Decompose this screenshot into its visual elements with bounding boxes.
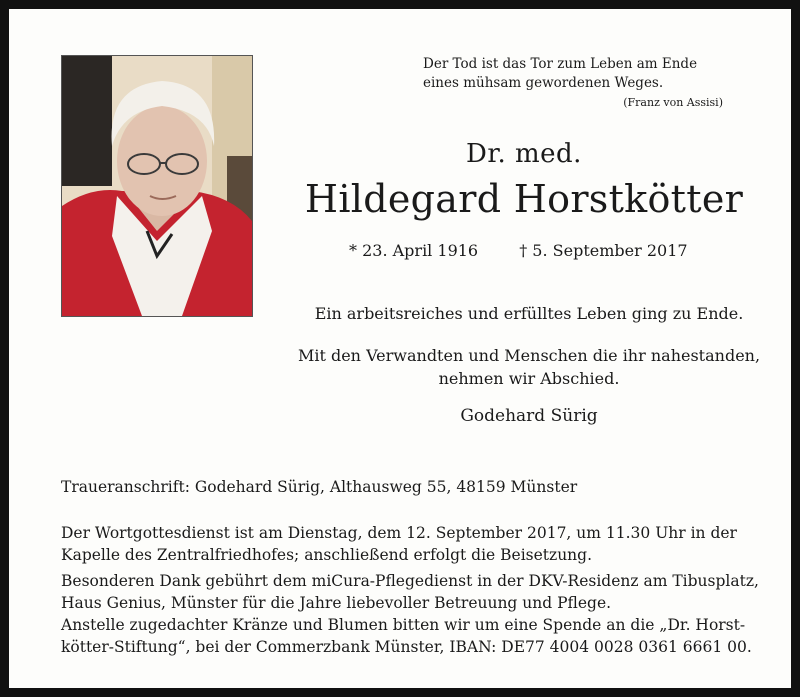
portrait-photo bbox=[61, 55, 253, 317]
service-line: Kapelle des Zentralfriedhofes; anschließend erfolgt die Beisetzung. bbox=[61, 546, 593, 564]
farewell-line: Ein arbeitsreiches und erfülltes Leben ging zu Ende. bbox=[314, 304, 744, 323]
thanks-info bbox=[61, 570, 761, 614]
donation-info bbox=[61, 614, 761, 658]
quote-line: eines mühsam gewordenen Weges. bbox=[423, 75, 664, 91]
deceased-name: Hildegard Horstkötter bbox=[304, 177, 744, 221]
quote-source: (Franz von Assisi) bbox=[623, 96, 723, 109]
signature: Godehard Sürig bbox=[460, 406, 598, 426]
death-date: † 5. September 2017 bbox=[519, 241, 688, 260]
life-dates bbox=[349, 241, 688, 260]
service-info bbox=[61, 522, 761, 566]
thanks-line: Besonderen Dank gebührt dem miCura-Pflegedienst in der DKV-Residenz am Tibusplatz, bbox=[61, 572, 759, 590]
farewell-line: nehmen wir Abschied. bbox=[438, 369, 620, 388]
donation-line: kötter-Stiftung“, bei der Commerzbank Münster, IBAN: DE77 4004 0028 0361 6661 00. bbox=[61, 638, 752, 656]
mourning-address: Traueranschrift: Godehard Sürig, Althausweg 55, 48159 Münster bbox=[61, 478, 578, 496]
farewell-line: Mit den Verwandten und Menschen die ihr nahestanden, bbox=[297, 346, 761, 365]
farewell-message bbox=[279, 344, 779, 390]
service-line: Der Wortgottesdienst ist am Dienstag, dem 12. September 2017, um 11.30 Uhr in der bbox=[61, 524, 737, 542]
quote-line: Der Tod ist das Tor zum Leben am Ende bbox=[423, 56, 698, 72]
academic-title: Dr. med. bbox=[466, 139, 582, 169]
birth-date: * 23. April 1916 bbox=[349, 241, 479, 260]
portrait-illustration bbox=[62, 56, 252, 316]
donation-line: Anstelle zugedachter Kränze und Blumen bitten wir um eine Spende an die „Dr. Horst- bbox=[61, 616, 746, 634]
thanks-line: Haus Genius, Münster für die Jahre liebevoller Betreuung und Pflege. bbox=[61, 594, 612, 612]
epitaph-quote bbox=[423, 55, 723, 111]
